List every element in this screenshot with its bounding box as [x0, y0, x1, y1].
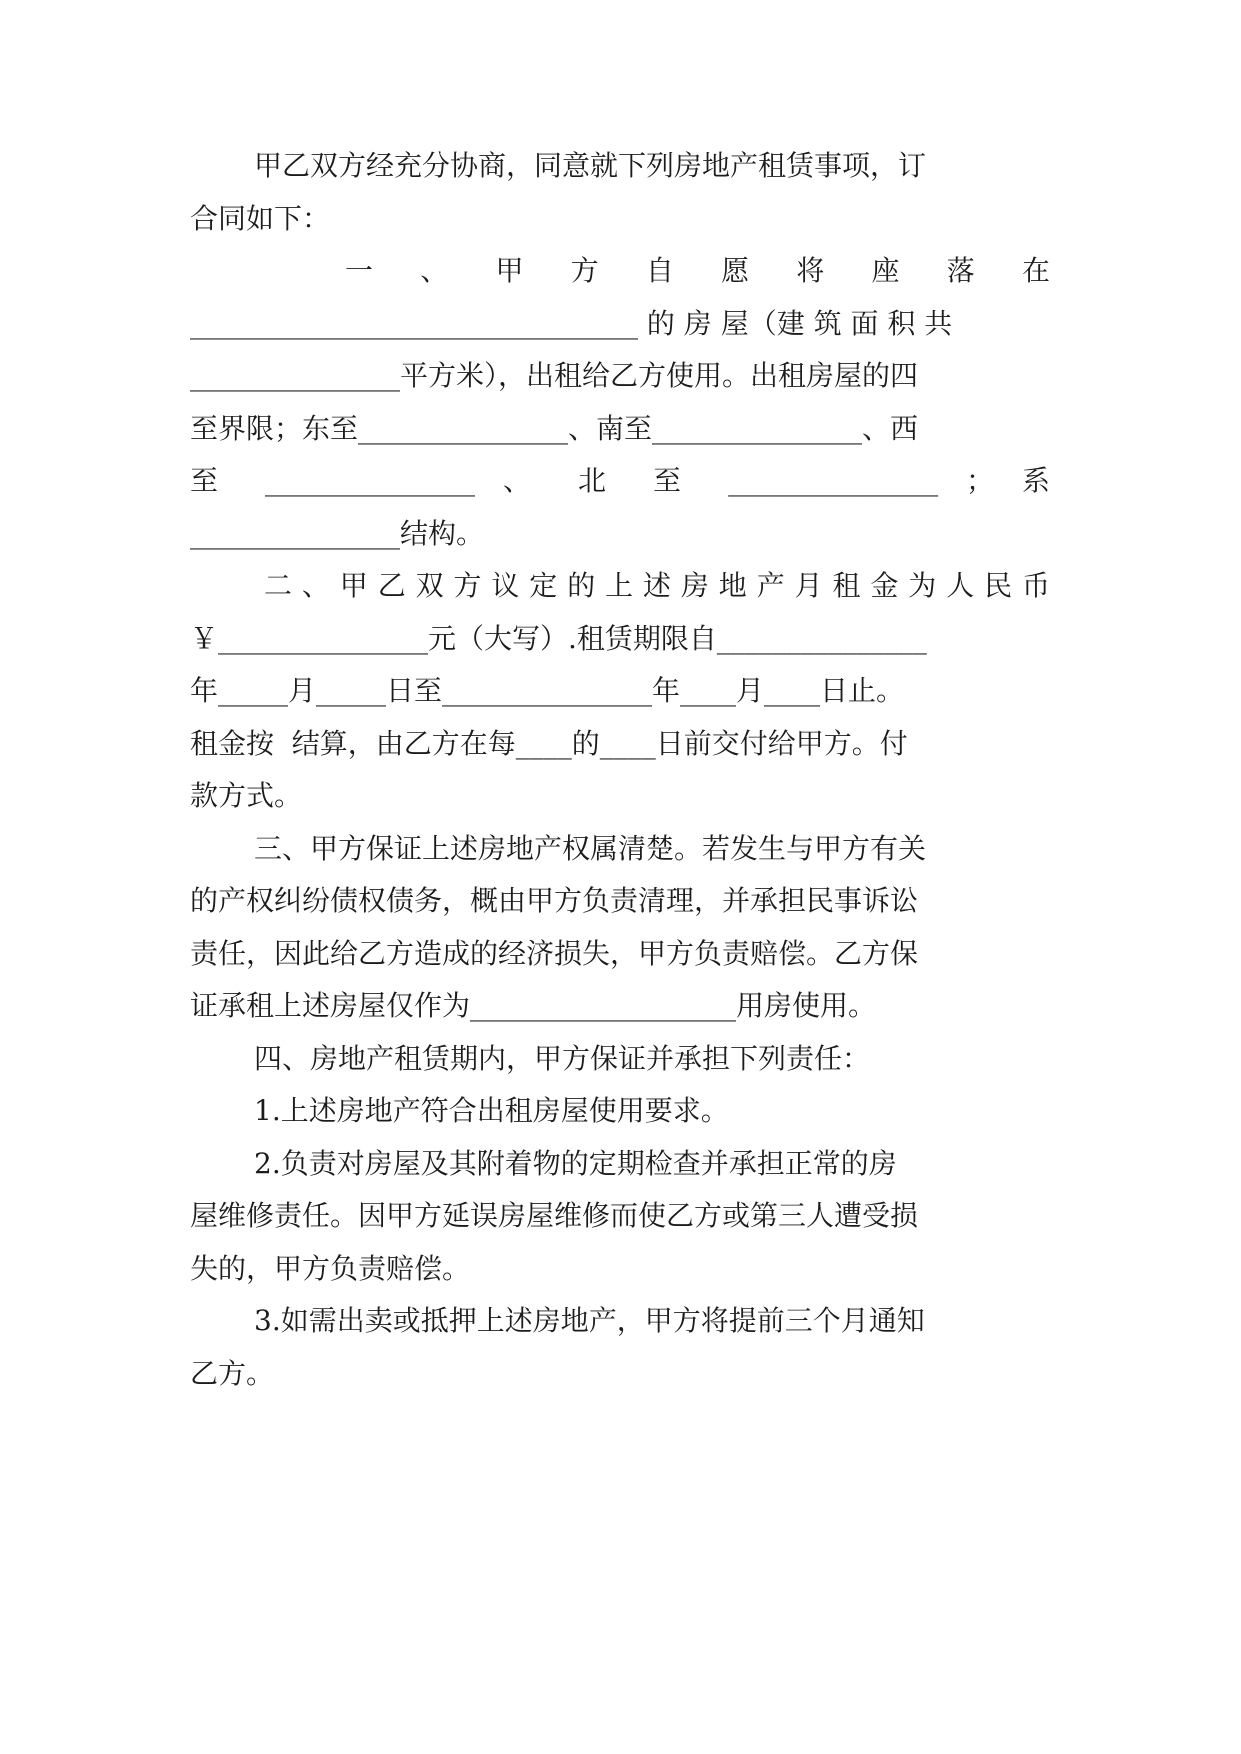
text-line: 租金按 结算，由乙方在每____的____日前交付给甲方。付 [190, 727, 908, 760]
text-line: 年_____月_____日至_______________年____月____日止。 [190, 674, 905, 707]
text-line: 一 、 甲 方 自 愿 将 座 落 在 [345, 254, 1050, 287]
text-line: 屋维修责任。因甲方延误房屋维修而使乙方或第三人遭受损 [190, 1199, 919, 1232]
text-line: 至 _______________ 、 北 至 _______________ ； 系 [190, 464, 1050, 497]
text-line: 2.负责对房屋及其附着物的定期检查并承担正常的房 [254, 1147, 897, 1180]
text-line: 的产权纠纷债权债务，概由甲方负责清理，并承担民事诉讼 [190, 884, 919, 917]
text-line: 至界限；东至_______________、南至_______________、西 [190, 412, 919, 445]
text-line: 乙方。 [190, 1357, 275, 1390]
text-line: 款方式。 [190, 779, 303, 812]
text-line: _______________结构。 [190, 517, 485, 550]
text-line: 甲乙双方经充分协商，同意就下列房地产租赁事项，订 [254, 149, 927, 182]
text-line: ￥_______________元（大写）.租赁期限自_______________ [190, 622, 927, 655]
text-line: ________________________________ 的 房 屋（建 筑 面 积 共 [190, 307, 953, 340]
text-line: 合同如下： [190, 202, 331, 235]
text-line: 三、甲方保证上述房地产权属清楚。若发生与甲方有关 [254, 832, 927, 865]
text-line: 二、甲乙双方议定的上述房地产月租金为人民币 [264, 569, 1050, 602]
text-line: 3.如需出卖或抵押上述房地产，甲方将提前三个月通知 [254, 1304, 925, 1337]
text-line: 四、房地产租赁期内，甲方保证并承担下列责任： [254, 1042, 871, 1075]
text-line: _______________平方米），出租给乙方使用。出租房屋的四 [190, 359, 919, 392]
text-line: 责任，因此给乙方造成的经济损失，甲方负责赔偿。乙方保 [190, 937, 919, 970]
text-line: 证承租上述房屋仅作为___________________用房使用。 [190, 989, 877, 1022]
text-line: 1.上述房地产符合出租房屋使用要求。 [254, 1094, 729, 1127]
text-line: 失的，甲方负责赔偿。 [190, 1252, 471, 1285]
